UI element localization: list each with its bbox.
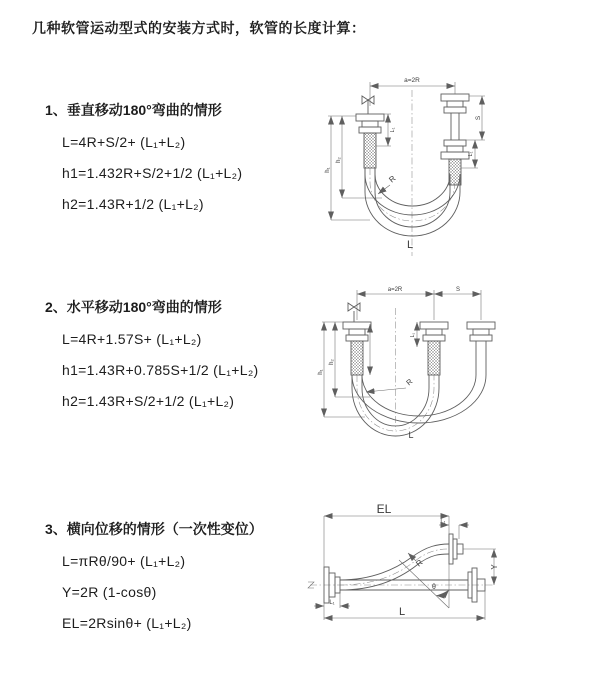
formula-length: L=πRθ/90+ (L₁+L₂) <box>62 553 186 569</box>
length-label: L <box>406 239 414 251</box>
right-pipe-fitting <box>441 94 469 185</box>
dim-label-h2: h₂ <box>329 359 335 365</box>
middle-pipe-fitting <box>420 322 448 375</box>
radius-callout <box>366 377 415 392</box>
dimension-l1-top <box>439 519 469 539</box>
dim-label-s: S <box>455 287 461 293</box>
dimension-h1 <box>325 116 370 220</box>
dim-label-l1-right: L₁ <box>468 151 474 157</box>
dimension-el <box>324 502 449 608</box>
dimension-l <box>324 591 485 620</box>
centerline <box>370 90 455 256</box>
dim-label-l1: L₁ <box>410 332 416 338</box>
diagram-vertical-180-bend <box>310 70 600 260</box>
formula-length: L=4R+S/2+ (L₁+L₂) <box>62 134 186 150</box>
dim-label-y: Y <box>490 564 499 570</box>
dimension-s <box>434 287 481 294</box>
dimension-l1 <box>410 322 417 347</box>
dim-label-l1-bottom: L₁ <box>329 600 335 606</box>
angle-theta <box>399 557 449 608</box>
dimension-l1-right <box>468 140 475 168</box>
section-vertical-180 <box>45 100 242 227</box>
dimension-a2r <box>357 287 481 320</box>
angle-label: θ <box>432 584 436 591</box>
left-pipe-fitting <box>343 322 371 375</box>
length-label: L <box>408 430 414 440</box>
section-lateral-displacement <box>45 519 263 646</box>
section-horizontal-180 <box>45 297 259 424</box>
section-2-heading: 2、水平移动180°弯曲的情形 <box>45 299 222 315</box>
dim-label-a2r: a=2R <box>404 77 420 84</box>
dim-label-l: L <box>398 606 406 618</box>
radius-label: R <box>387 173 398 185</box>
formula-h1: h1=1.43R+0.785S+1/2 (L₁+L₂) <box>62 362 259 378</box>
dimension-l1-bottom <box>314 592 350 608</box>
formula-h2: h2=1.43R+S/2+1/2 (L₁+L₂) <box>62 393 235 409</box>
valve-icon <box>362 96 374 114</box>
dim-label-h1: h₁ <box>325 167 331 173</box>
diagram-horizontal-180-bend <box>310 280 600 470</box>
dimension-a2r <box>370 77 455 106</box>
dim-label-a2r: a=2R <box>387 287 403 293</box>
displaced-flange <box>449 534 463 564</box>
dim-label-s: S <box>475 115 482 121</box>
page-title: 几种软管运动型式的安装方式时，软管的长度计算： <box>32 20 366 36</box>
formula-h1: h1=1.432R+S/2+1/2 (L₁+L₂) <box>62 165 243 181</box>
section-3-heading: 3、横向位移的情形（一次性变位） <box>45 521 263 537</box>
formula-el: EL=2Rsinθ+ (L₁+L₂) <box>62 615 192 631</box>
dim-label-l1-left: L₁ <box>390 127 396 133</box>
formula-h2: h2=1.43R+1/2 (L₁+L₂) <box>62 196 204 212</box>
formula-length: L=4R+1.57S+ (L₁+L₂) <box>62 331 202 347</box>
left-pipe-fitting <box>356 114 384 168</box>
right-pipe-fitting <box>467 322 495 341</box>
radius-label: R <box>414 557 425 569</box>
radius-label: R <box>404 376 415 388</box>
dim-label-l1-top: L₁ <box>440 519 446 525</box>
dim-label-el: EL <box>376 502 392 516</box>
diagram-lateral-displacement <box>298 498 598 660</box>
section-1-heading: 1、垂直移动180°弯曲的情形 <box>45 102 222 118</box>
hose-u-bend <box>352 341 486 436</box>
dim-label-h1: h₁ <box>318 369 324 375</box>
hose-u-bend <box>365 168 460 236</box>
valve-icon <box>348 303 360 322</box>
formula-y: Y=2R (1-cosθ) <box>62 584 157 600</box>
dimension-l1-left <box>376 114 396 146</box>
dim-label-h2: h₂ <box>336 157 342 163</box>
